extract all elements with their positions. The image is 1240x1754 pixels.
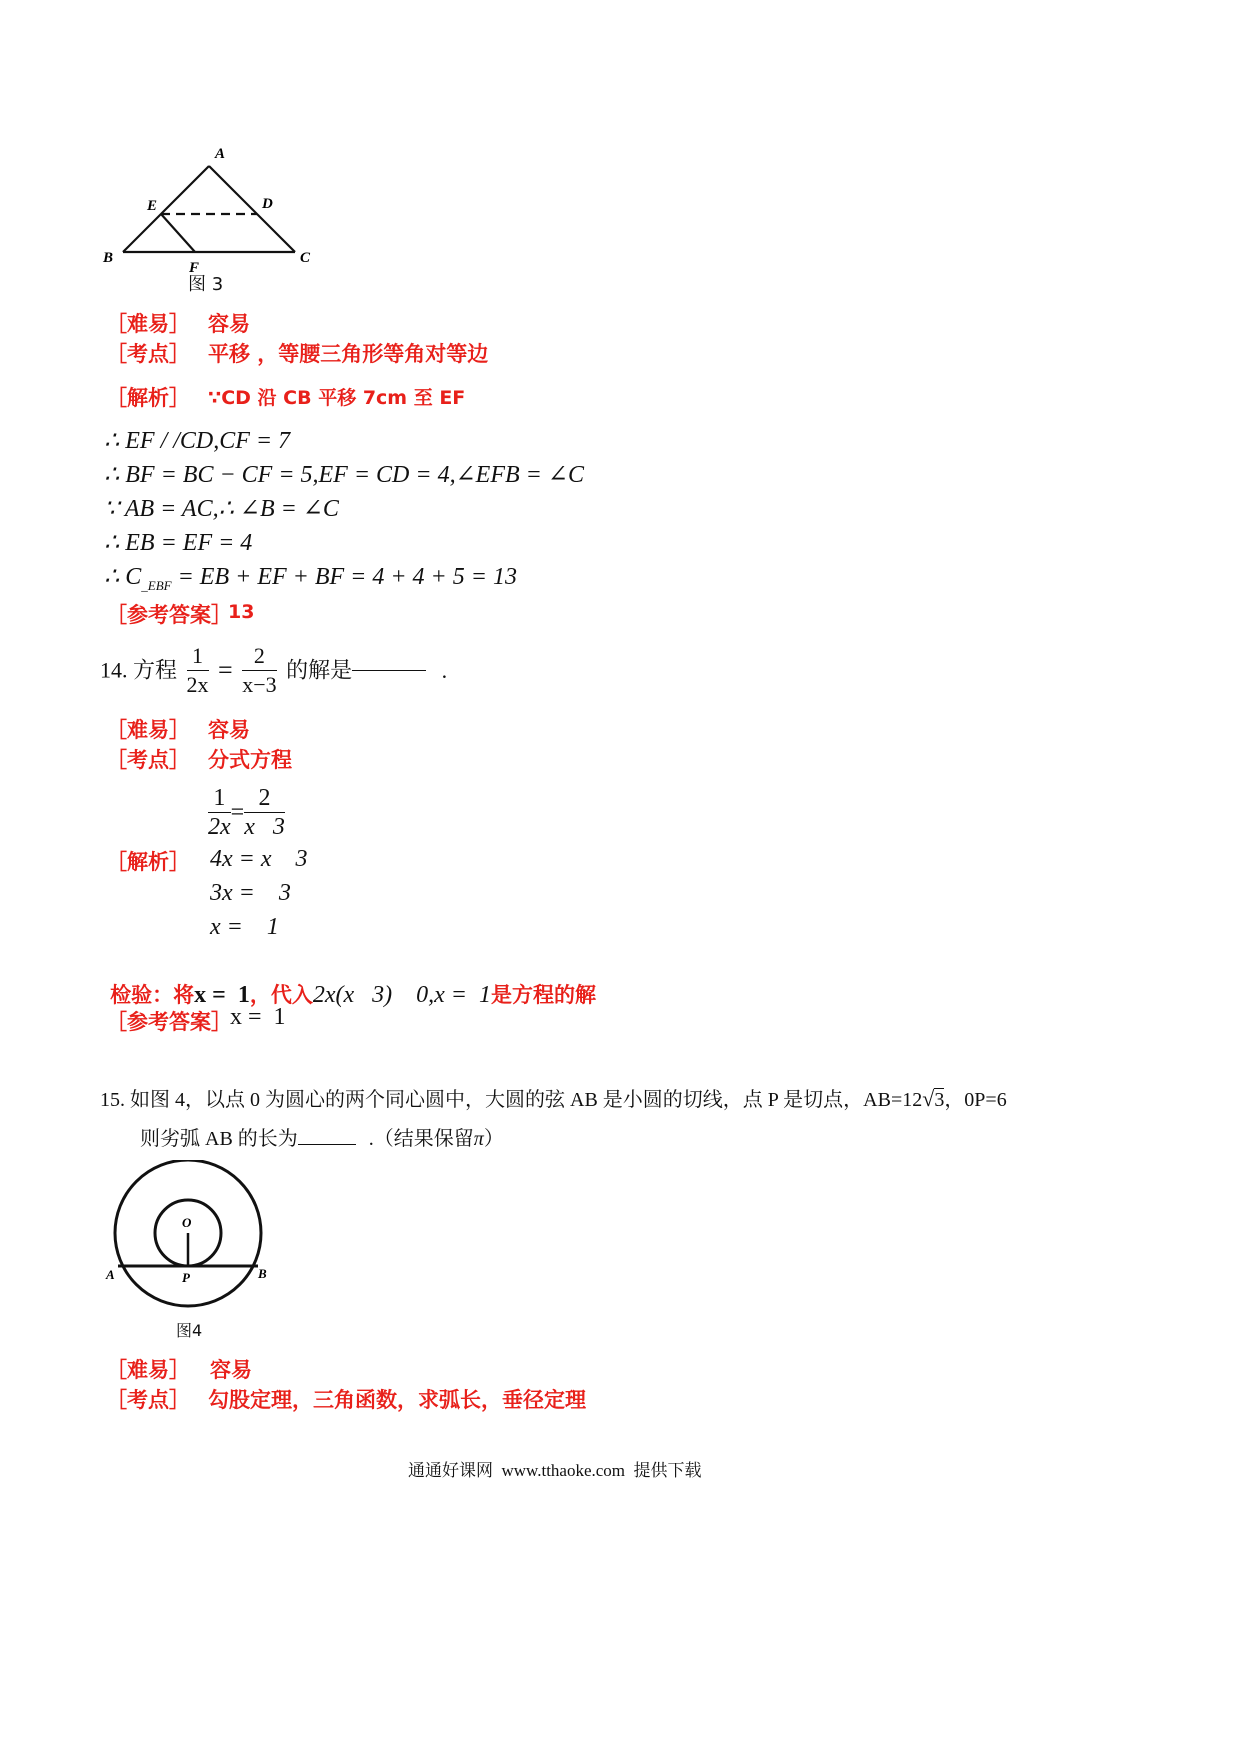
figure-3-caption: 图 3 — [188, 274, 224, 295]
q13-analysis-tag: ［解析］ — [106, 386, 190, 410]
q14-frac-2: $\frac{2}{x-3}$ — [242, 643, 277, 697]
q14-sol-frac-1: $\frac{1}{2x}$ — [208, 785, 231, 840]
q15-line-2-end: .（结果保留 — [368, 1128, 474, 1150]
q15-pi: π — [473, 1128, 484, 1150]
q13-difficulty: 容易 — [208, 312, 250, 336]
q13-topic: 平移 ，等腰三角形等角对等边 — [208, 342, 489, 366]
q14-equals: = — [218, 655, 233, 685]
q14-difficulty: 容易 — [208, 718, 250, 742]
q14-check-expr: 2x(x 3) 0, — [312, 982, 435, 1008]
q13-perimeter-sub: _EBF — [141, 577, 172, 593]
label-f: F — [189, 260, 200, 276]
q15-topic: 勾股定理，三角函数，求弧长，垂径定理 — [208, 1388, 586, 1412]
q14-end: . — [441, 657, 448, 683]
q14-topic: 分式方程 — [208, 748, 292, 772]
q14-check-line — [100, 960, 596, 1009]
q14-solution-equation — [208, 784, 285, 841]
q14-suffix: 的解是 — [286, 657, 353, 683]
q14-topic-tag: ［考点］ — [106, 748, 190, 772]
q15-answer-blank[interactable] — [298, 1144, 356, 1145]
q15-line-2 — [140, 1122, 504, 1151]
side-ab — [123, 166, 209, 252]
label-a: A — [106, 1267, 115, 1282]
figure-3-triangle — [95, 140, 335, 280]
q13-answer: 13 — [228, 601, 255, 623]
q15-line-1 — [100, 1083, 1007, 1112]
q13-analysis-intro: ∵CD 沿 CB 平移 7cm 至 EF — [208, 387, 466, 409]
q14-question — [100, 642, 447, 699]
q13-perimeter-line — [104, 562, 517, 594]
q14-sol-frac-2: $\frac{2}{x 3}$ — [244, 785, 285, 840]
q13-perimeter-lhs: ∴ C — [104, 564, 142, 590]
label-o: O — [182, 1215, 192, 1230]
q13-answer-tag: ［参考答案］ — [106, 603, 232, 627]
label-d: D — [262, 196, 273, 212]
q15-topic-tag: ［考点］ — [106, 1388, 190, 1412]
q13-step-2: ∴ BF = BC − CF = 5,EF = CD = 4,∠EFB = ∠C — [104, 462, 584, 488]
label-e: E — [147, 198, 158, 214]
q14-difficulty-tag: ［难易］ — [106, 718, 190, 742]
q14-sol-line-1: 4x = x 3 — [210, 846, 308, 872]
q15-line-2-text: 则劣弧 AB 的长为 — [140, 1128, 298, 1150]
q15-line-2-close: ） — [483, 1128, 504, 1150]
q14-check-x: x = 1 — [194, 982, 250, 1008]
side-ac — [209, 166, 295, 252]
q13-perimeter-rhs: = EB + EF + BF = 4 + 4 + 5 = 13 — [171, 564, 517, 590]
q14-check-end: 是方程的解 — [491, 983, 597, 1007]
q14-sol-line-2: 3x = 3 — [210, 880, 291, 906]
q15-sqrt-value: 3 — [934, 1089, 945, 1111]
q14-check-x2: x = 1 — [434, 982, 492, 1008]
q13-step-3: ∵ AB = AC,∴ ∠B = ∠C — [104, 496, 339, 522]
q14-answer-tag: ［参考答案］ — [106, 1010, 232, 1034]
label-c: C — [300, 250, 311, 266]
q14-sol-line-3: x = 1 — [210, 914, 279, 940]
q14-check-label: 检验：将 — [110, 983, 195, 1007]
label-p: P — [182, 1270, 190, 1285]
label-a: A — [215, 146, 226, 162]
sqrt-icon: √ — [922, 1086, 935, 1111]
label-b: B — [103, 250, 114, 266]
q14-prefix: 14. 方程 — [100, 657, 178, 683]
figure-4-circles — [100, 1160, 280, 1320]
q13-topic-tag: ［考点］ — [106, 342, 190, 366]
q13-difficulty-tag: ［难易］ — [106, 312, 190, 336]
q15-line-1-end: ，0P=6 — [944, 1089, 1007, 1111]
q15-difficulty-tag: ［难易］ — [106, 1358, 190, 1382]
q15-line-1-text: 15. 如图 4，以点 0 为圆心的两个同心圆中，大圆的弦 AB 是小圆的切线，点 P 是切点，AB=12 — [100, 1089, 923, 1111]
q14-analysis-tag: ［解析］ — [106, 850, 190, 874]
q14-sol-equals: = — [230, 799, 245, 826]
q13-step-1: ∴ EF / /CD,CF = 7 — [104, 428, 291, 454]
q14-answer: x = 1 — [230, 1004, 286, 1030]
page-footer: 通通好课网 www.tthaoke.com 提供下载 — [408, 1461, 702, 1480]
figure-4-caption: 图4 — [176, 1321, 203, 1340]
q14-answer-blank[interactable] — [352, 670, 426, 671]
label-b: B — [258, 1266, 267, 1281]
q14-frac-1: $\frac{1}{2x}$ — [186, 643, 209, 697]
q15-difficulty: 容易 — [210, 1358, 252, 1382]
q13-step-4: ∴ EB = EF = 4 — [104, 530, 253, 556]
q14-check-mid: ，代入 — [249, 983, 313, 1007]
segment-ef — [161, 214, 195, 252]
